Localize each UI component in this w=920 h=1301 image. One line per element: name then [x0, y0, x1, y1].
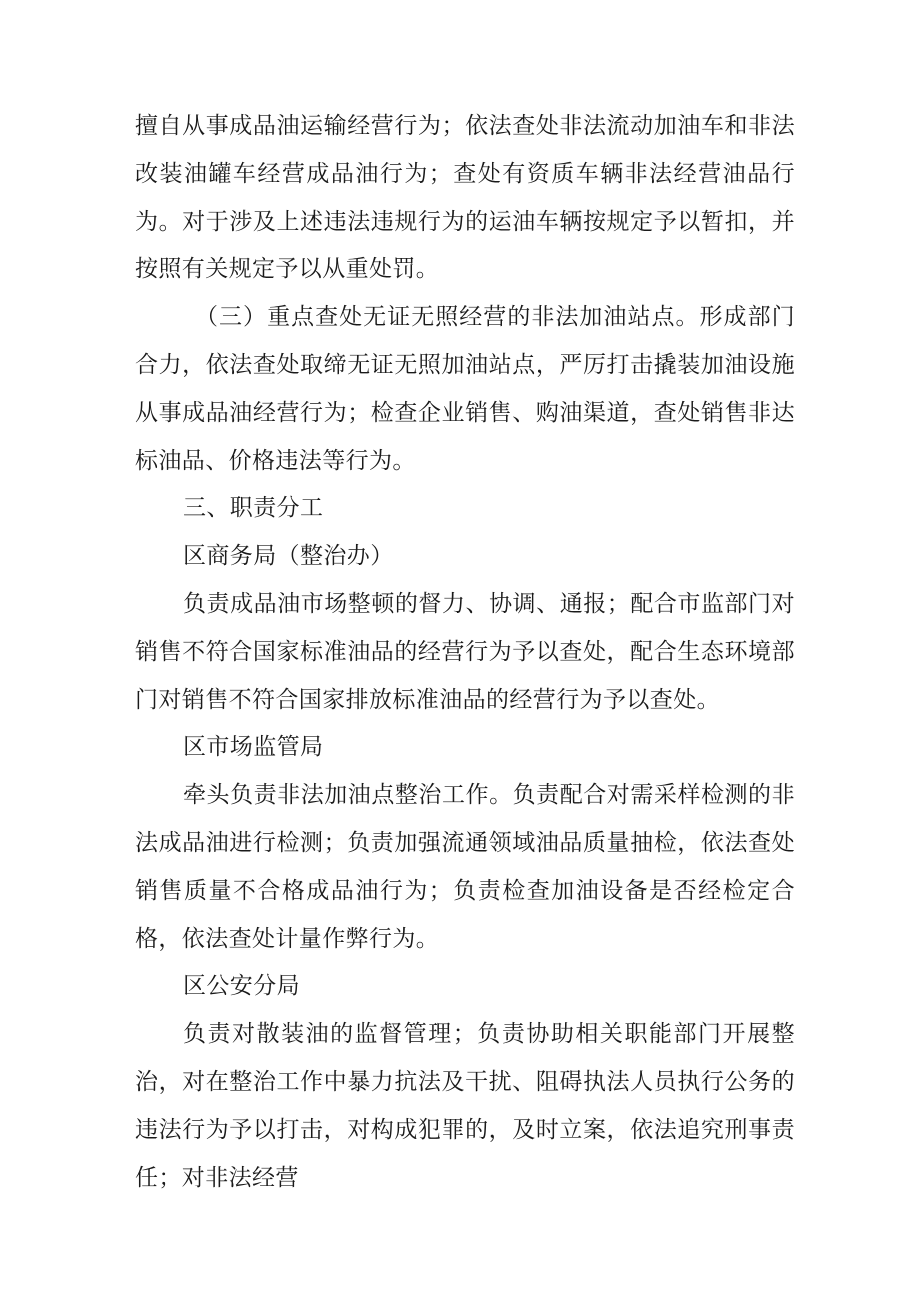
document-body [135, 103, 795, 1202]
department-heading-public-security: 区公安分局 [183, 973, 300, 1000]
paragraph-public-security-duties: 负责对散装油的监督管理；负责协助相关职能部门开展整治，对在整治工作中暴力抗法及干扰、阻碍执法人员执行公务的违法行为予以打击，对构成犯罪的，及时立案，依法追究刑事责任；对非法经营 [135, 1021, 795, 1191]
paragraph-commerce-duties: 负责成品油市场整顿的督力、协调、通报；配合市监部门对销售不符合国家标准油品的经营行为予以查处，配合生态环境部门对销售不符合国家排放标准油品的经营行为予以查处。 [135, 590, 795, 713]
paragraph-continuation: 擅自从事成品油运输经营行为；依法查处非法流动加油车和非法改装油罐车经营成品油行为；查处有资质车辆非法经营油品行为。对于涉及上述违法违规行为的运油车辆按规定予以暂扣，并按照有关规定予以从重处罚。 [135, 113, 795, 283]
section-heading-responsibilities: 三、职责分工 [183, 495, 324, 522]
paragraph-key-enforcement: （三）重点查处无证无照经营的非法加油站点。形成部门合力，依法查处取缔无证无照加油站点，严厉打击撬装加油设施从事成品油经营行为；检查企业销售、购油渠道，查处销售非达标油品、价格违法等行为。 [135, 304, 795, 474]
paragraph-market-supervision-duties: 牵头负责非法加油点整治工作。负责配合对需采样检测的非法成品油进行检测；负责加强流通领域油品质量抽检，依法查处销售质量不合格成品油行为；负责检查加油设备是否经检定合格，依法查处计量作弊行为。 [135, 782, 795, 952]
department-heading-market-supervision: 区市场监管局 [183, 734, 324, 761]
department-heading-commerce: 区商务局（整治办） [183, 543, 394, 570]
